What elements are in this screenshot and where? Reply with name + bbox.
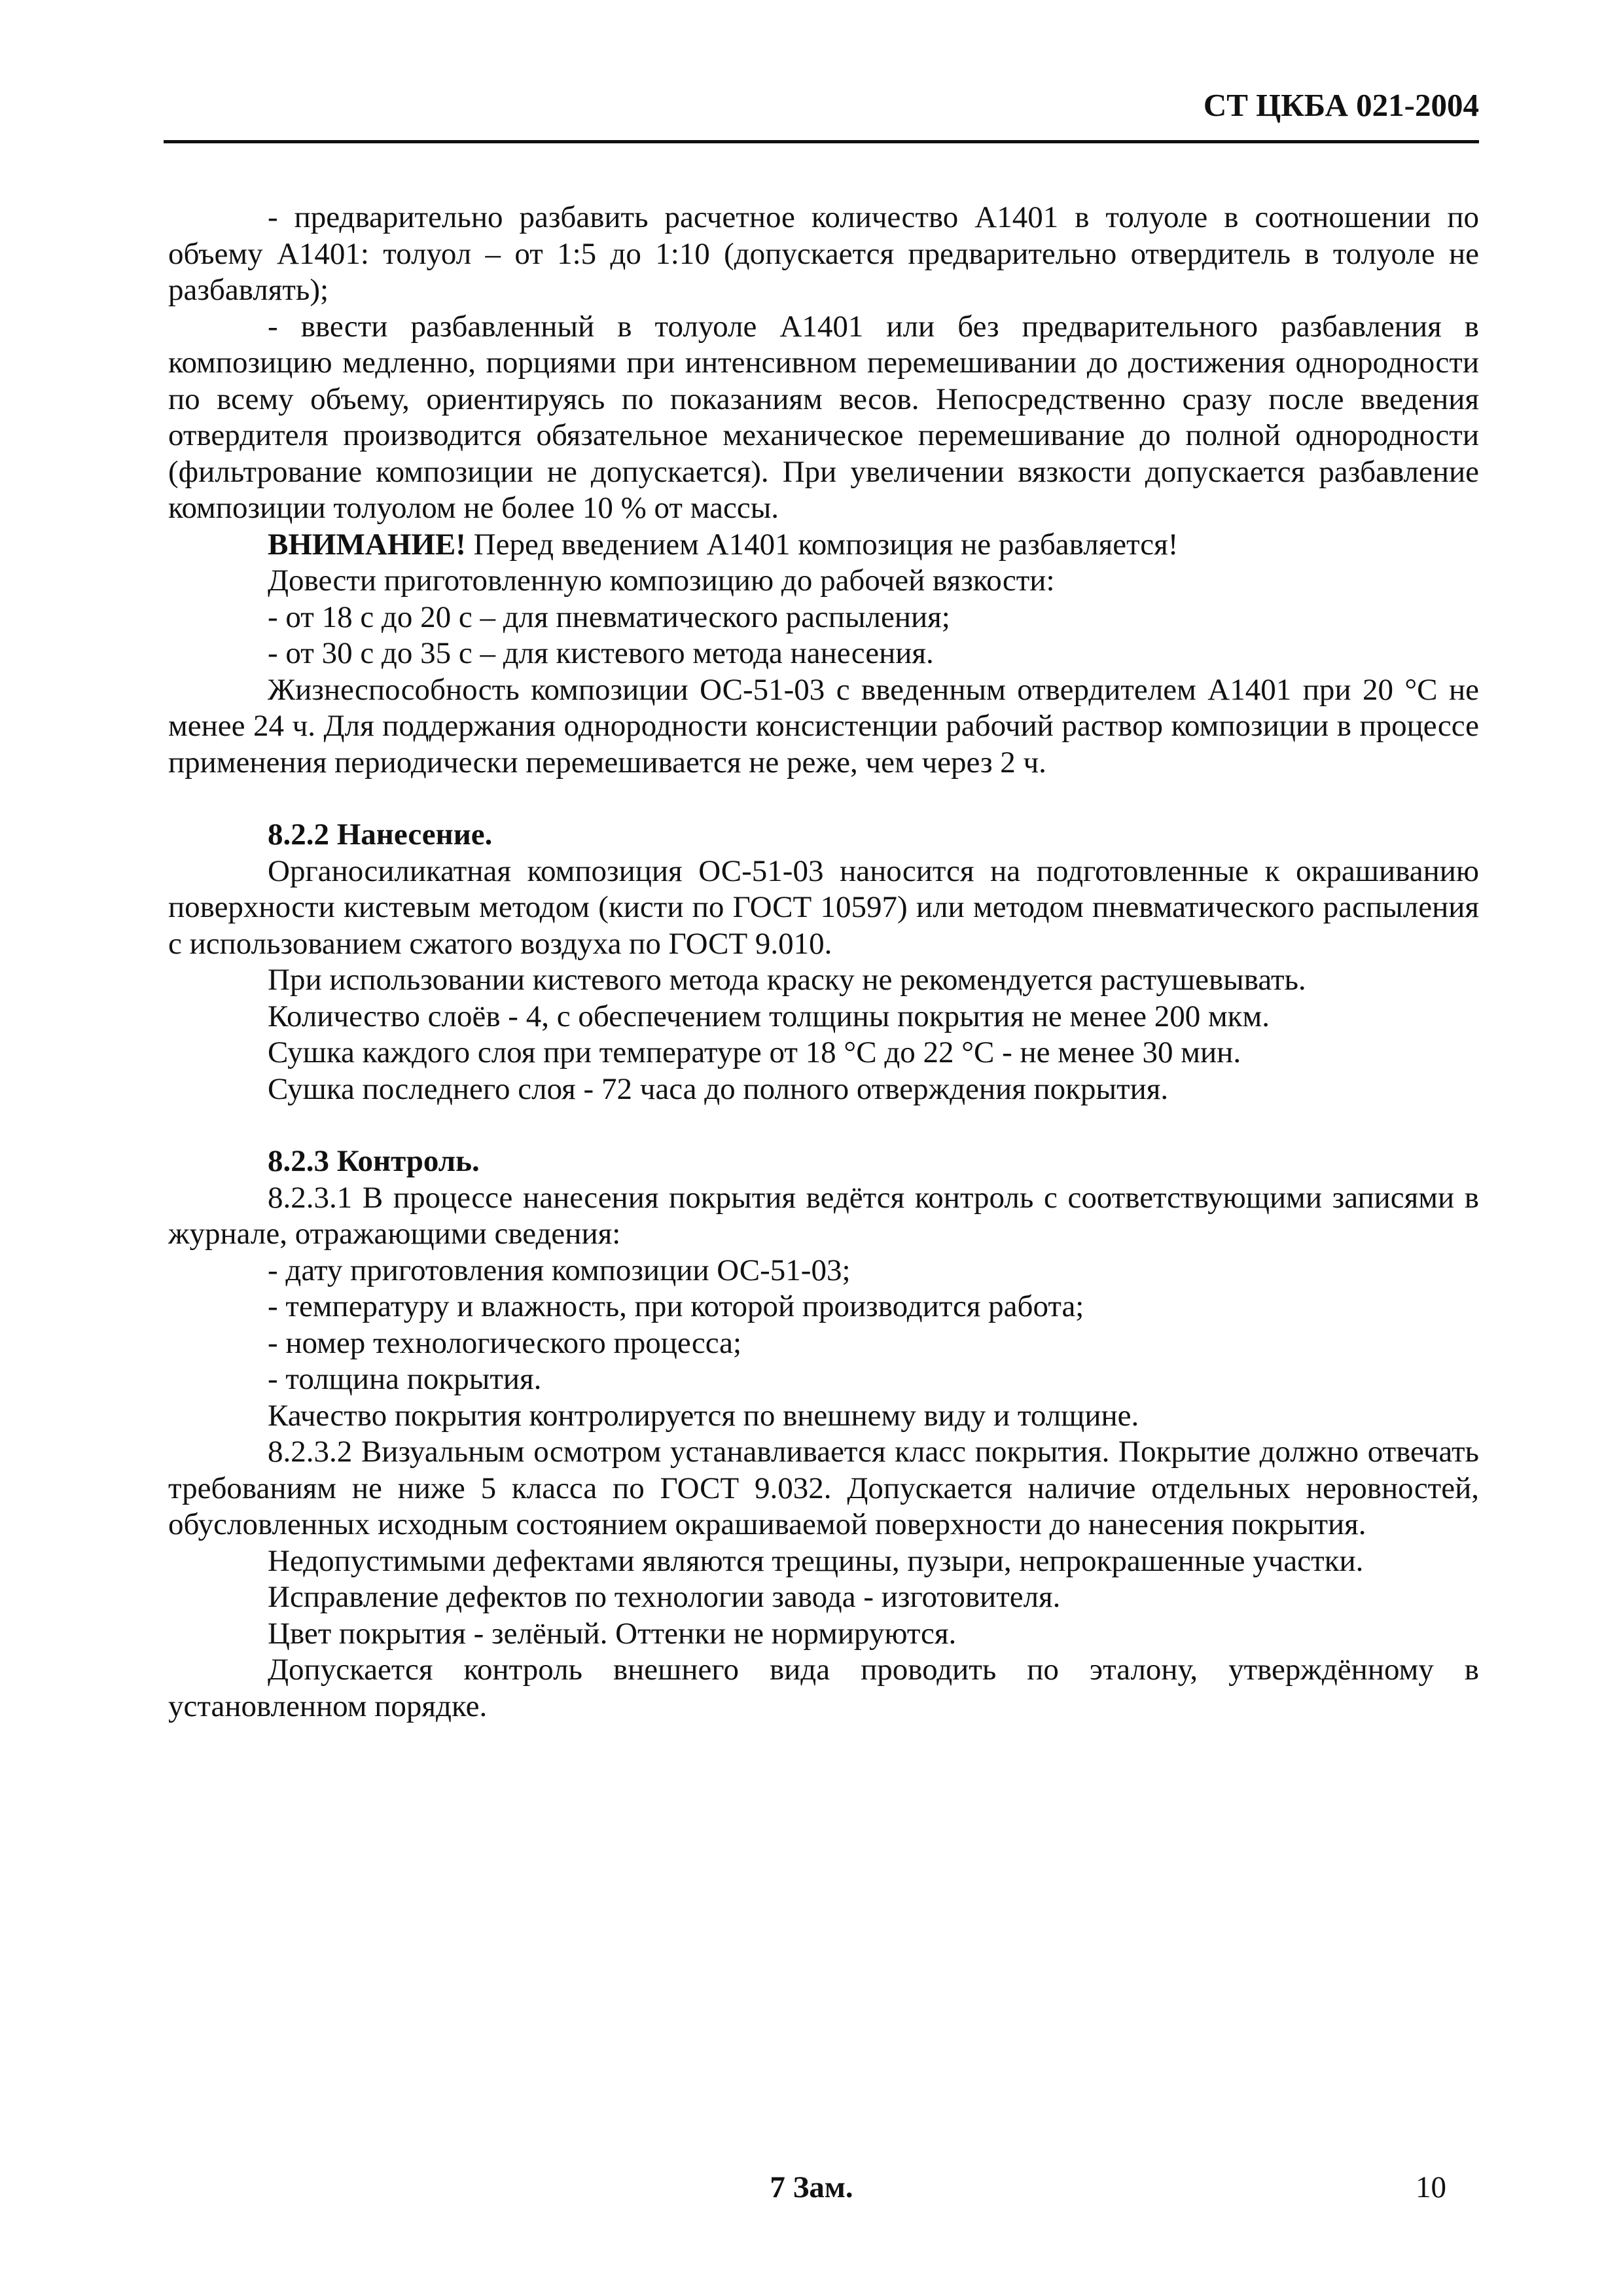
paragraph: Количество слоёв - 4, с обеспечением толщины покрытия не менее 200 мкм. <box>268 999 1270 1033</box>
paragraph: - предварительно разбавить расчетное количество А1401 в толуоле в соотношении по объему А1401: толуол – от 1:5 до 1:10 (допускается предварительно отвердитель в толуоле не разбавлять); <box>168 200 1479 307</box>
list-item: - температуру и влажность, при которой производится работа; <box>268 1289 1084 1323</box>
paragraph: При использовании кистевого метода краску не рекомендуется растушевывать. <box>268 963 1306 997</box>
paragraph: Сушка последнего слоя - 72 часа до полного отверждения покрытия. <box>268 1071 1169 1106</box>
section-heading-8-2-3: 8.2.3 Контроль. <box>268 1144 480 1178</box>
paragraph: 8.2.3.1 В процессе нанесения покрытия ведётся контроль с соответствующими записями в журнале, отражающими сведения: <box>168 1180 1479 1251</box>
paragraph: 8.2.3.2 Визуальным осмотром устанавливается класс покрытия. Покрытие должно отвечать требованиям не ниже 5 класса по ГОСТ 9.032. Допускается наличие отдельных неровностей, обусловленных исходным состоянием окрашиваемой поверхности до нанесения покрытия. <box>168 1435 1479 1541</box>
paragraph: Качество покрытия контролируется по внешнему виду и толщине. <box>268 1398 1139 1433</box>
paragraph: Допускается контроль внешнего вида проводить по эталону, утверждённому в установленном порядке. <box>168 1653 1479 1723</box>
list-item: - толщина покрытия. <box>268 1362 542 1396</box>
attention-paragraph <box>168 527 1479 564</box>
list-item: - дату приготовления композиции ОС-51-03; <box>268 1253 851 1287</box>
section-heading-8-2-2: 8.2.2 Нанесение. <box>268 817 493 852</box>
document-body <box>168 200 1479 1725</box>
paragraph: Сушка каждого слоя при температуре от 18 °С до 22 °С - не менее 30 мин. <box>268 1035 1241 1069</box>
paragraph: Недопустимыми дефектами являются трещины, пузыри, непрокрашенные участки. <box>268 1543 1364 1578</box>
paragraph: Органосиликатная композиция ОС-51-03 наносится на подготовленные к окрашиванию поверхности кистевым методом (кисти по ГОСТ 10597) или методом пневматического распыления с использованием сжатого воздуха по ГОСТ 9.010. <box>168 853 1479 961</box>
paragraph: Цвет покрытия - зелёный. Оттенки не нормируются. <box>268 1616 957 1651</box>
list-item: - номер технологического процесса; <box>268 1325 742 1360</box>
attention-label: ВНИМАНИЕ! <box>268 527 466 562</box>
page-header <box>164 84 1479 143</box>
change-note: 7 Зам. <box>770 2170 853 2204</box>
list-item: - от 18 с до 20 с – для пневматического распыления; <box>268 600 950 634</box>
page-number: 10 <box>1416 2170 1446 2204</box>
list-item: - от 30 с до 35 с – для кистевого метода нанесения. <box>268 636 934 670</box>
paragraph: - ввести разбавленный в толуоле А1401 или без предварительного разбавления в композицию медленно, порциями при интенсивном перемешивании до достижения однородности по всему объему, ориентируясь по показаниям весов. Непосредственно сразу после введения отвердителя производится обязательное механическое перемешивание до полной однородности (фильтрование композиции не допускается). При увеличении вязкости допускается разбавление композиции толуолом не более 10 % от массы. <box>168 309 1479 525</box>
paragraph: Жизнеспособность композиции ОС-51-03 с введенным отвердителем А1401 при 20 °С не менее 24 ч. Для поддержания однородности консистенции рабочий раствор композиции в процессе применения периодически перемешивается не реже, чем через 2 ч. <box>168 672 1479 780</box>
paragraph: Довести приготовленную композицию до рабочей вязкости: <box>268 564 1055 598</box>
paragraph: Исправление дефектов по технологии завода - изготовителя. <box>268 1580 1061 1614</box>
attention-text: Перед введением А1401 композиция не разбавляется! <box>465 527 1179 562</box>
document-code: СТ ЦКБА 021-2004 <box>1203 87 1479 123</box>
